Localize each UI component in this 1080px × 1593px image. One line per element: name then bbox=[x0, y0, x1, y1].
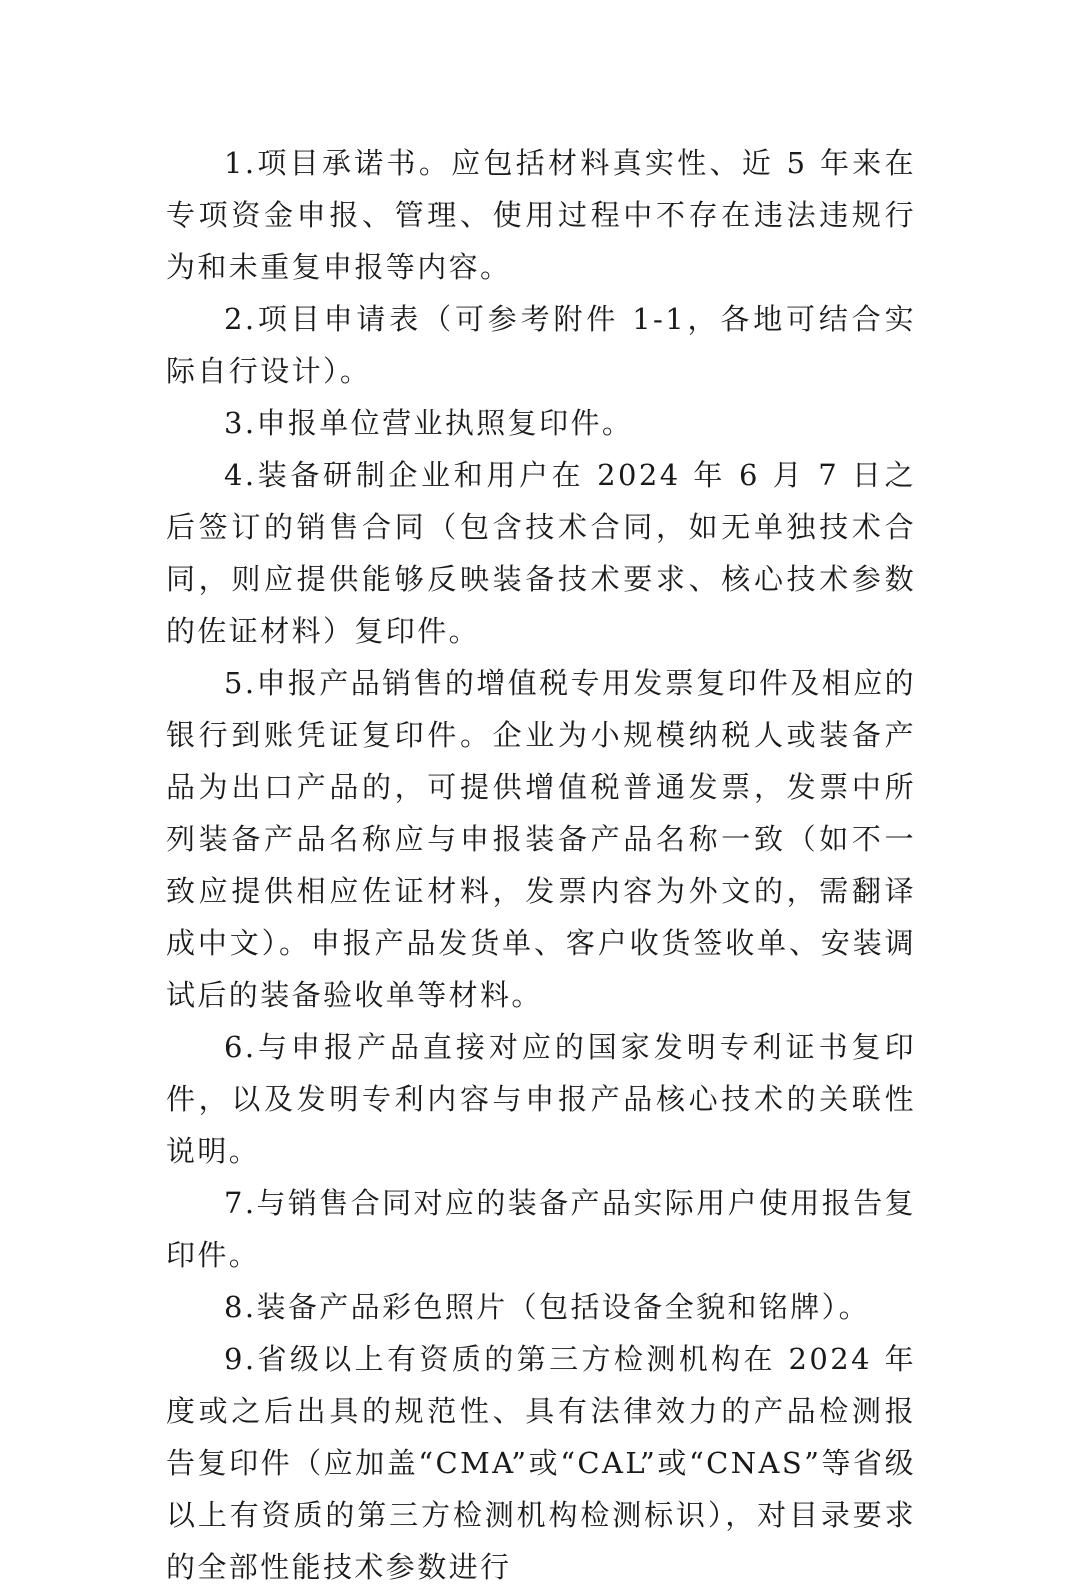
paragraph-item-3: 3.申报单位营业执照复印件。 bbox=[224, 406, 634, 440]
paragraph-item-9: 9.省级以上有资质的第三方检测机构在 2024 年度或之后出具的规范性、具有法律效力的产品检测报告复印件（应加盖“CMA”或“CAL”或“CNAS”等省级以上有资质的第三方检测机构检测标识），对目录要求的全部性能技术参数进行 bbox=[166, 1342, 916, 1584]
paragraph-item-7: 7.与销售合同对应的装备产品实际用户使用报告复印件。 bbox=[166, 1186, 916, 1272]
paragraph-item-1: 1.项目承诺书。应包括材料真实性、近 5 年来在专项资金申报、管理、使用过程中不存在违法违规行为和未重复申报等内容。 bbox=[166, 146, 916, 284]
paragraph-item-5: 5.申报产品销售的增值税专用发票复印件及相应的银行到账凭证复印件。企业为小规模纳税人或装备产品为出口产品的，可提供增值税普通发票，发票中所列装备产品名称应与申报装备产品名称一致（如不一致应提供相应佐证材料，发票内容为外文的，需翻译成中文）。申报产品发货单、客户收货签收单、安装调试后的装备验收单等材料。 bbox=[166, 666, 916, 1012]
paragraph-item-2: 2.项目申请表（可参考附件 1-1，各地可结合实际自行设计）。 bbox=[166, 302, 916, 388]
paragraph-item-4: 4.装备研制企业和用户在 2024 年 6 月 7 日之后签订的销售合同（包含技术合同，如无单独技术合同，则应提供能够反映装备技术要求、核心技术参数的佐证材料）复印件。 bbox=[166, 458, 916, 648]
paragraph-item-6: 6.与申报产品直接对应的国家发明专利证书复印件，以及发明专利内容与申报产品核心技术的关联性说明。 bbox=[166, 1030, 916, 1168]
paragraph-item-8: 8.装备产品彩色照片（包括设备全貌和铭牌）。 bbox=[224, 1290, 870, 1324]
document-body bbox=[166, 137, 916, 1593]
